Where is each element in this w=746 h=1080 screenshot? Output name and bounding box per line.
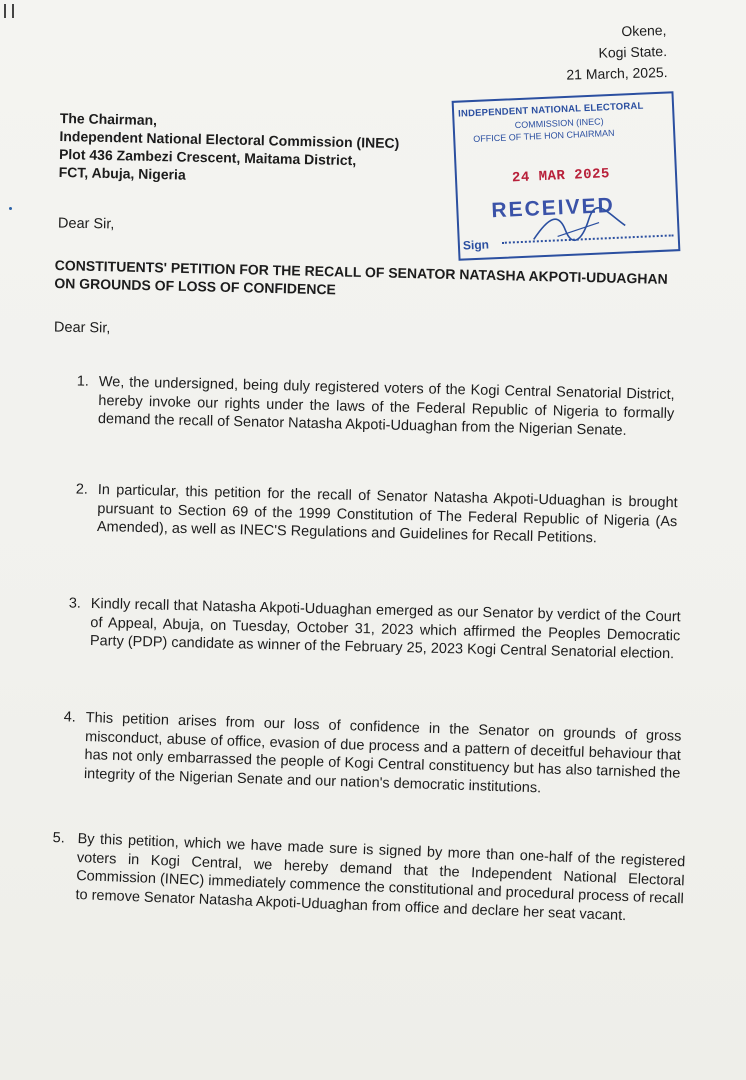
recipient-line-3: Plot 436 Zambezi Crescent, Maitama District, bbox=[58, 145, 357, 169]
item-text: This petition arises from our loss of confidence in the Senator on grounds of gross misconduct, abuse of office, evasion of due process and a pattern of deceitful behaviour that has not only embarrassed the people of Kogi Central constituency but has also tarnished the integrity of the Nigerian Senate and our nation's democratic institutions. bbox=[83, 709, 682, 796]
petition-item-2 bbox=[75, 481, 678, 550]
address-state: Kogi State. bbox=[598, 42, 668, 61]
petition-item-4 bbox=[63, 709, 682, 802]
salutation-top: Dear Sir, bbox=[57, 215, 115, 233]
address-town: Okene, bbox=[620, 21, 667, 40]
item-number: 4. bbox=[63, 709, 77, 726]
petition-item-1 bbox=[76, 373, 675, 442]
item-number: 5. bbox=[52, 830, 66, 847]
letter-date: 21 March, 2025. bbox=[566, 63, 668, 83]
stamp-line-2: COMMISSION (INEC) bbox=[514, 116, 604, 131]
item-text: We, the undersigned, being duly registered voters of the Kogi Central Senatorial District, hereby invoke our rights under the laws of the Federal Republic of Nigeria to formally demand the recall of Senator Natasha Akpoti-Uduaghan from the Nigerian Senate. bbox=[97, 373, 675, 439]
sender-address bbox=[565, 20, 668, 86]
stamp-line-1: INDEPENDENT NATIONAL ELECTORAL bbox=[457, 100, 644, 120]
recipient-line-4: FCT, Abuja, Nigeria bbox=[58, 163, 186, 183]
stamp-date: 24 MAR 2025 bbox=[511, 166, 611, 187]
item-text: By this petition, which we have made sure is signed by more than one-half of the registered voters in Kogi Central, we hereby demand that the Independent National Electoral Commission (INEC) immediately commence the constitutional and procedural process of recall to remove Senator Natasha Akpoti-Uduaghan from office and declare her seat vacant. bbox=[75, 830, 686, 924]
recipient-address bbox=[58, 109, 459, 189]
received-stamp bbox=[452, 91, 681, 261]
letter-subject: CONSTITUENTS' PETITION FOR THE RECALL OF SENATOR NATASHA AKPOTI-UDUAGHAN ON GROUNDS OF LOSS OF CONFIDENCE bbox=[54, 256, 668, 298]
recipient-line-2: Independent National Electoral Commission (INEC) bbox=[59, 127, 400, 152]
stamp-received: RECEIVED bbox=[490, 193, 616, 223]
item-number: 3. bbox=[68, 595, 82, 612]
stamp-line-3: OFFICE OF THE HON CHAIRMAN bbox=[473, 127, 615, 145]
item-number: 2. bbox=[75, 481, 89, 498]
recipient-line-1: The Chairman, bbox=[59, 109, 158, 129]
page-edge-mark bbox=[4, 4, 14, 18]
item-text: Kindly recall that Natasha Akpoti-Uduaghan emerged as our Senator by verdict of the Court of Appeal, Abuja, on Tuesday, October 31, 2023 which affirmed the Peoples Democratic Party (PDP) candidate as winner of the February 25, 2023 Kogi Central Senatorial election. bbox=[89, 595, 681, 663]
item-text: In particular, this petition for the recall of Senator Natasha Akpoti-Uduaghan is brought pursuant to Section 69 of the 1999 Constitution of The Federal Republic of Nigeria (As Amended), as well as INEC'S Regulations and Guidelines for Recall Petitions. bbox=[96, 481, 678, 547]
item-number: 1. bbox=[76, 373, 90, 390]
handwritten-signature-icon bbox=[528, 203, 630, 245]
salutation-main: Dear Sir, bbox=[53, 319, 111, 337]
petition-item-3 bbox=[68, 595, 681, 664]
ink-dot bbox=[9, 207, 12, 210]
stamp-sign-label: Sign bbox=[462, 237, 490, 253]
petition-item-5 bbox=[52, 830, 686, 927]
